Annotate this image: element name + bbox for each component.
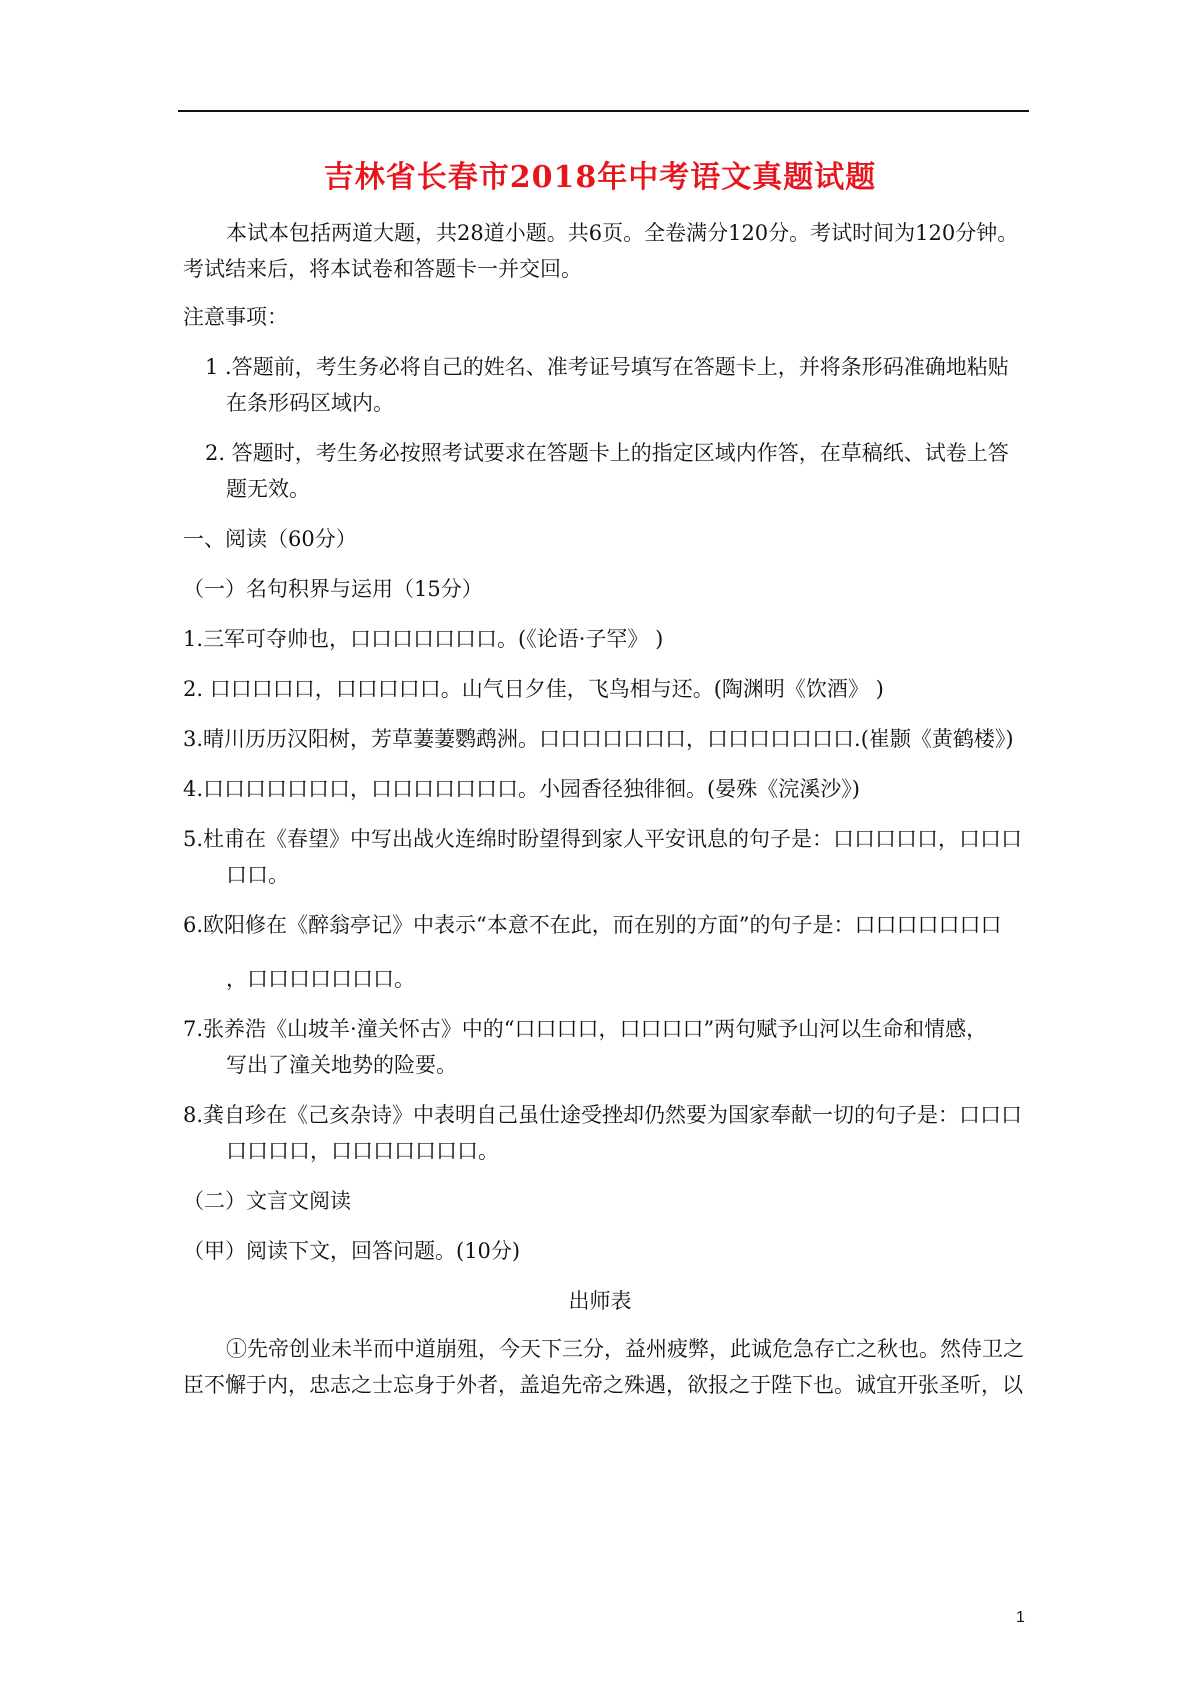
subsection-heading-2: （二）文言文阅读 — [183, 1189, 351, 1213]
notice-item-2: 2. 答题时，考生务必按照考试要求在答题卡上的指定区域内作答，在草稿纸、试卷上答 — [205, 441, 1009, 465]
passage-title: 出师表 — [568, 1289, 632, 1313]
question-5: 5.杜甫在《春望》中写出战火连绵时盼望得到家人平安讯息的句子是：口口口口口，口口口 — [183, 827, 1023, 851]
question-1: 1.三军可夺帅也，口口口口口口口。(《论语·子罕》 ) — [183, 627, 664, 651]
question-4: 4.口口口口口口口，口口口口口口口。小园香径独徘徊。(晏殊《浣溪沙》) — [183, 777, 860, 801]
subsection-heading-1: （一）名句积界与运用（15分） — [183, 577, 483, 601]
page-title: 吉林省长春市2018年中考语文真题试题 — [323, 160, 877, 195]
question-7-cont: 写出了潼关地势的险要。 — [226, 1053, 457, 1077]
question-2: 2. 口口口口口，口口口口口。山气日夕佳，飞鸟相与还。(陶渊明《饮酒》 ) — [183, 677, 884, 701]
question-6: 6.欧阳修在《醉翁亭记》中表示“本意不在此，而在别的方面”的句子是：口口口口口口口 — [183, 913, 1002, 937]
notice-item-2-cont: 题无效。 — [226, 477, 310, 501]
notice-item-1-cont: 在条形码区域内。 — [226, 391, 394, 415]
question-8-cont: 口口口口，口口口口口口口。 — [226, 1139, 499, 1163]
section-heading: 一、阅读（60分） — [183, 527, 357, 551]
passage-line-1: ①先帝创业未半而中道崩殂，今天下三分，益州疲弊，此诚危急存亡之秋也。然侍卫之 — [226, 1337, 1024, 1361]
question-3: 3.晴川历历汉阳树，芳草萋萋鹦鹉洲。口口口口口口口，口口口口口口口.(崔颢《黄鹤楼》) — [183, 727, 1014, 751]
passage-line-2: 臣不懈于内，忠志之士忘身于外者，盖追先帝之殊遇，欲报之于陛下也。诚宜开张圣听，以 — [183, 1373, 1023, 1397]
question-5-cont: 口口。 — [226, 863, 289, 887]
page-number: 1 — [1016, 1609, 1025, 1626]
subsection-heading-2a: （甲）阅读下文，回答问题。(10分) — [183, 1239, 521, 1263]
notice-heading: 注意事项： — [183, 305, 288, 329]
notice-item-1: 1 .答题前，考生务必将自己的姓名、准考证号填写在答题卡上，并将条形码准确地粘贴 — [205, 355, 1009, 379]
question-6-cont: ，口口口口口口口。 — [226, 967, 415, 991]
header-rule — [178, 110, 1029, 112]
question-7: 7.张养浩《山坡羊·潼关怀古》中的“口口口口，口口口口”两句赋予山河以生命和情感， — [183, 1017, 988, 1041]
question-8: 8.龚自珍在《己亥杂诗》中表明自己虽仕途受挫却仍然要为国家奉献一切的句子是：口口口 — [183, 1103, 1023, 1127]
intro-line-1: 本试本包括两道大题，共28道小题。共6页。全卷满分120分。考试时间为120分钟。 — [226, 221, 1019, 245]
intro-line-2: 考试结来后，将本试卷和答题卡一并交回。 — [183, 257, 582, 281]
